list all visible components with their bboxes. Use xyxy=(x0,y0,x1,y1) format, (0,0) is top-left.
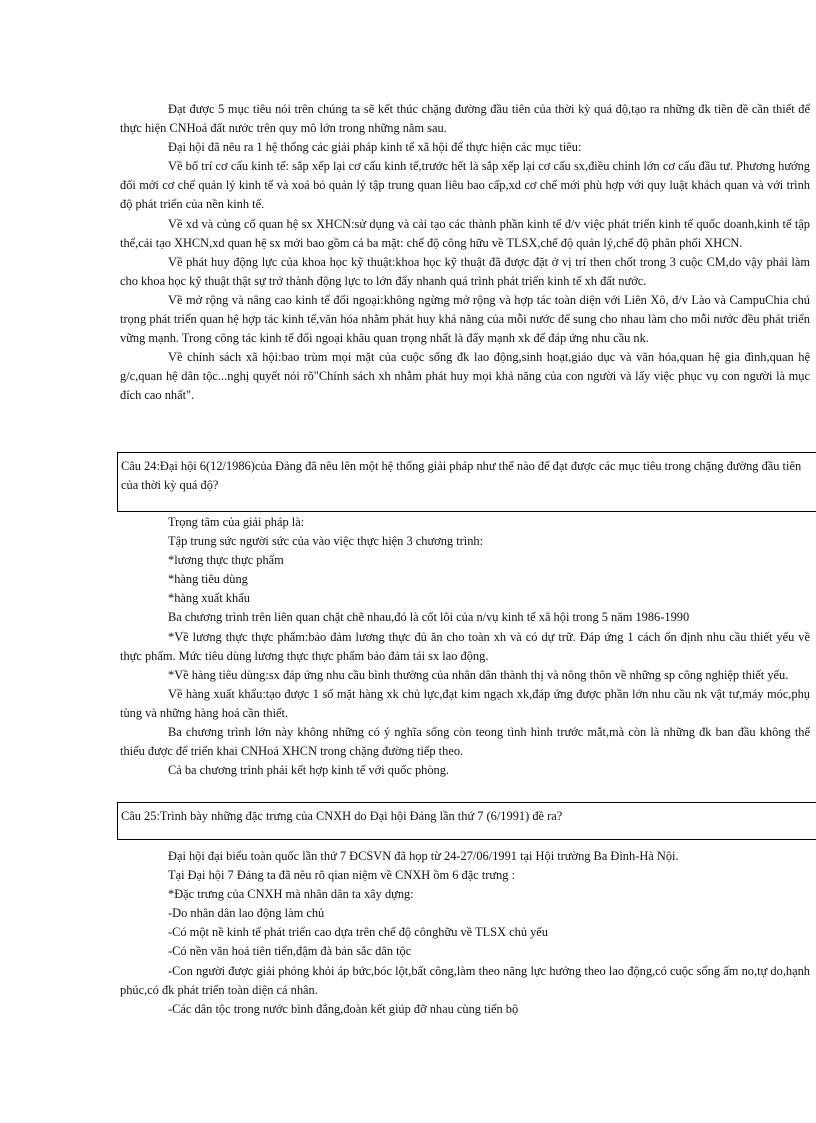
list-item: *hàng xuất khẩu xyxy=(168,591,250,606)
paragraph: Đại hội đã nêu ra 1 hệ thống các giải pháp kinh tế xã hội để thực hiện các mục tiêu: xyxy=(168,140,582,155)
section-question-25 xyxy=(120,847,810,1019)
list-item: -Các dân tộc trong nước bình đẳng,đoàn kết giúp đỡ nhau cùng tiến bộ xyxy=(168,1001,519,1016)
question-24-title: Câu 24:Đại hội 6(12/1986)của Đảng đã nêu lên một hệ thống giải pháp như thế nào để đạt được các mục tiêu trong chặng đường đầu tiên của thời kỳ quá độ? xyxy=(121,459,802,492)
list-item: -Có một nề kinh tế phát triển cao dựa trên chế độ cônghữu về TLSX chủ yếu xyxy=(168,925,549,940)
section-giai-phap xyxy=(120,100,810,406)
paragraph: Trọng tâm của giải pháp là: xyxy=(168,515,305,529)
question-25-title: Câu 25:Trình bày những đặc trưng của CNXH do Đại hội Đảng lần thứ 7 (6/1991) đề ra? xyxy=(121,809,563,823)
list-item: -Con người được giải phóng khỏi áp bức,bóc lột,bất công,làm theo năng lực hưởng theo lao động,có cuộc sống ấm no,tự do,hạnh phúc,có đk phát triển toàn diện cá nhân. xyxy=(120,963,810,997)
list-item: -Có nền văn hoá tiên tiến,đậm đà bản sắc dân tộc xyxy=(168,944,412,959)
paragraph: Về bố trí cơ cấu kinh tế: sắp xếp lại cơ cấu kinh tế,trước hết là sắp xếp lại cơ cấu sx,điều chỉnh lớn cơ cấu đầu tư. Phương hướng đổi mới cơ chế quản lý kinh tế và xoá bỏ quản lý tập trung quan liêu bao cấp,xd cơ chế mới phù hợp với quy luật khách quan và với trình độ phát triển của nền kinh tế. xyxy=(120,159,810,212)
paragraph: *Đặc trưng của CNXH mà nhân dân ta xây dựng: xyxy=(168,887,414,902)
paragraph: Ba chương trình trên liên quan chặt chẽ nhau,đó là cốt lõi của n/vụ kinh tế xã hội trong 5 năm 1986-1990 xyxy=(168,610,690,625)
section-question-24 xyxy=(120,513,810,780)
paragraph: Về chính sách xã hội:bao trùm mọi mặt của cuộc sống đk lao động,sinh hoạt,giáo dục và văn hóa,quan hệ gia đình,quan hệ g/c,quan hệ dân tộc...nghị quyết nói rõ"Chính sách xh nhằm phát huy mọi khả năng của con người và lấy việc phục vụ con người là mục đích cao nhất". xyxy=(120,350,810,403)
list-item: -Do nhân dân lao động làm chủ xyxy=(168,906,325,921)
paragraph: Đại hội đại biểu toàn quốc lần thứ 7 ĐCSVN đã họp từ 24-27/06/1991 tại Hội trường Ba Đình-Hà Nội. xyxy=(168,849,679,863)
paragraph: Đạt được 5 mục tiêu nói trên chúng ta sẽ kết thúc chặng đường đầu tiên của thời kỳ quá độ,tạo ra những đk tiền đề cần thiết để thực hiện CNHoá đất nước trên quy mô lớn trong những năm sau. xyxy=(120,102,810,136)
paragraph: Về mở rộng và nâng cao kinh tế đối ngoại:không ngừng mở rộng và hợp tác toàn diện với Liên Xô, đ/v Lào và CampuChia chú trọng phát triển quan hệ hợp tác kinh tế,văn hóa nhằm phát huy khả năng của mỗi nước để sung cho nhau làm cho mỗi nước đều phát triển vững mạnh. Trong công tác kinh tế đối ngoại khâu quan trọng nhất là đẩy mạnh xk để đáp ứng nhu cầu nk. xyxy=(120,292,810,346)
paragraph: Về hàng xuất khẩu:tạo được 1 số mặt hàng xk chủ lực,đạt kim ngạch xk,đáp ứng được phần lớn nhu cầu nk vật tư,máy móc,phụ tùng và những hàng hoá cần thiết. xyxy=(120,686,810,720)
list-item: *hàng tiêu dùng xyxy=(168,572,248,587)
paragraph: *Về hàng tiêu dùng:sx đáp ứng nhu cầu bình thường của nhân dân thành thị và nông thôn về những sp công nghiệp thiết yếu. xyxy=(168,667,789,682)
list-item: *lương thực thực phẩm xyxy=(168,553,284,568)
paragraph: *Về lương thực thực phẩm:bảo đảm lương thực đủ ăn cho toàn xh và có dự trữ. Đáp ứng 1 cách ổn định nhu cầu thiết yếu về thực phẩm. Mức tiêu dùng lương thực thực phẩm bảo đảm tái sx lao động. xyxy=(120,629,810,663)
paragraph: Cả ba chương trình phải kết hợp kinh tế với quốc phòng. xyxy=(168,763,450,778)
paragraph: Tập trung sức người sức của vào việc thực hiện 3 chương trình: xyxy=(168,534,484,549)
question-24-box xyxy=(117,452,816,512)
paragraph: Về phát huy động lực của khoa học kỹ thuật:khoa học kỹ thuật đã được đặt ở vị trí then chốt trong 3 cuộc CM,do vậy phải làm cho khoa học kỹ thuật thật sự trở thành động lực to lớn đẩy nhanh quá trình phát triển kinh tế xh đất nước. xyxy=(120,254,810,288)
paragraph: Tại Đại hội 7 Đảng ta đã nêu rõ qian niệm về CNXH ồm 6 đặc trưng : xyxy=(168,868,516,883)
paragraph: Ba chương trình lớn này không những có ý nghĩa sống còn teong tình hình trước mắt,mà còn là những đk ban đầu không thể thiếu được để triển khai CNHoá XHCN trong chặng đường tiếp theo. xyxy=(120,725,810,759)
question-25-box xyxy=(117,802,816,840)
paragraph: Về xd và củng cố quan hệ sx XHCN:sử dụng và cải tạo các thành phần kinh tế đ/v việc phát triển kinh tế quốc doanh,kinh tế tập thể,cải tạo XHCN,xd quan hệ sx mới bao gồm cả ba mặt: chế độ công hữu về TLSX,chế độ quản lý,chế độ phân phối XHCN. xyxy=(120,216,810,250)
